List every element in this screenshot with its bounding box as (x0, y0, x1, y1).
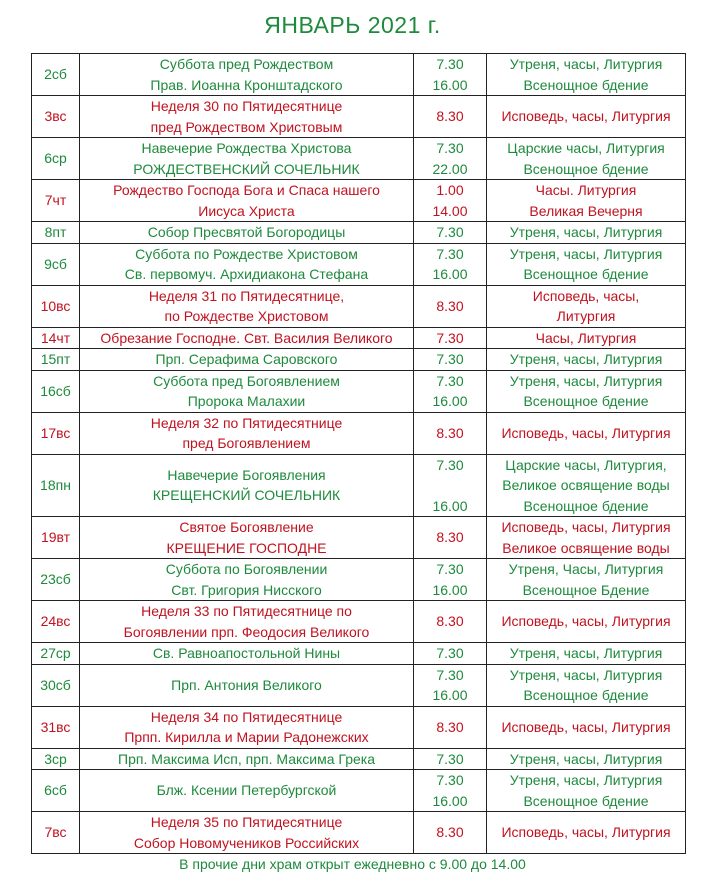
service-cell (487, 370, 686, 412)
service-cell (487, 517, 686, 559)
table-row (32, 748, 686, 770)
time-line: 7.30 (436, 224, 464, 240)
event-name-line: пред Рождеством Христовым (150, 118, 343, 135)
service-line: Утреня, часы, Литургия (509, 772, 663, 788)
time-cell (414, 349, 487, 371)
service-line: Утреня, часы, Литургия (509, 645, 663, 661)
event-name-line: Св. первомуч. Архидиакона Стефана (124, 266, 369, 282)
service-line: Царские часы, Литургия (507, 140, 665, 156)
table-row (32, 812, 686, 854)
time-line: 1.00 (436, 182, 464, 198)
service-cell (487, 54, 686, 96)
time-line: 7.30 (436, 372, 464, 389)
time-line: 16.00 (432, 266, 468, 282)
day-cell: 16сб (32, 370, 80, 412)
service-cell (487, 96, 686, 138)
time-cell (414, 180, 487, 222)
day-cell: 9сб (32, 243, 80, 285)
service-cell (487, 327, 686, 349)
event-name-line: Пророка Малахии (187, 393, 306, 409)
service-cell (487, 812, 686, 854)
event-name-cell (80, 770, 414, 812)
event-name-line: Суббота пред Рождеством (159, 56, 334, 72)
event-name-line: Прп. Максима Исп, прп. Максима Грека (118, 750, 375, 767)
event-name-line: РОЖДЕСТВЕНСКИЙ СОЧЕЛЬНИК (133, 160, 360, 177)
event-name-cell (80, 412, 414, 454)
service-line: Исповедь, часы, Литургия (501, 424, 671, 441)
event-name-line: Рождество Господа Бога и Спаса нашего (113, 182, 380, 198)
event-name-line: Прпп. Кирилла и Марии Радонежских (124, 729, 369, 745)
service-cell (487, 559, 686, 601)
event-name-line: Прав. Иоанна Кронштадского (150, 76, 343, 93)
service-cell (487, 770, 686, 812)
event-name-cell (80, 664, 414, 706)
service-line: Всенощное бдение (523, 687, 649, 703)
event-name-line: Суббота по Рождестве Христовом (135, 245, 358, 262)
service-line: Утреня, часы, Литургия (509, 666, 663, 683)
event-name-line: Иисуса Христа (198, 202, 295, 219)
service-cell (487, 643, 686, 665)
event-name-line: Святое Богоявление (179, 519, 314, 535)
service-line: Утреня, часы, Литургия (509, 750, 663, 767)
time-line: 7.30 (436, 56, 464, 72)
event-name-line: Св. Равноапостольной Нины (152, 645, 341, 661)
event-name-cell (80, 812, 414, 854)
event-name-line: Навечерие Богоявления (167, 466, 326, 483)
event-name-cell (80, 643, 414, 665)
service-line: Всенощное бдение (523, 393, 649, 409)
table-row (32, 454, 686, 517)
event-name-cell (80, 601, 414, 643)
table-row (32, 138, 686, 180)
time-line: 7.30 (436, 351, 464, 367)
time-line: 8.30 (436, 529, 464, 546)
time-cell (414, 222, 487, 244)
service-line: Утреня, часы, Литургия (509, 56, 663, 72)
service-cell (487, 454, 686, 517)
event-name-cell (80, 54, 414, 96)
event-name-cell (80, 559, 414, 601)
time-line: 8.30 (436, 718, 464, 735)
service-cell (487, 285, 686, 327)
event-name-line: по Рождестве Христовом (164, 308, 329, 324)
event-name-line: пред Богоявлением (182, 435, 311, 451)
time-line: 16.00 (432, 393, 468, 409)
service-line: Исповедь, часы, Литургия (501, 824, 671, 841)
service-line: Утреня, часы, Литургия (509, 351, 663, 367)
event-name-cell (80, 243, 414, 285)
time-cell (414, 96, 487, 138)
service-line: Исповедь, часы, (532, 287, 640, 304)
day-cell: 30сб (32, 664, 80, 706)
event-name-cell (80, 180, 414, 222)
time-line: 7.30 (436, 561, 464, 577)
event-name-line: Суббота пред Богоявлением (153, 372, 340, 389)
time-cell (414, 643, 487, 665)
time-line: 16.00 (432, 687, 468, 703)
table-row (32, 327, 686, 349)
event-name-cell (80, 138, 414, 180)
time-cell (414, 601, 487, 643)
event-name-cell (80, 96, 414, 138)
table-row (32, 559, 686, 601)
service-cell (487, 412, 686, 454)
time-line: 7.30 (436, 329, 464, 346)
service-line: Великое освящение воды (502, 477, 670, 493)
service-line: Всенощное бдение (523, 76, 649, 93)
service-cell (487, 138, 686, 180)
day-cell: 10вс (32, 285, 80, 327)
day-cell: 3ср (32, 748, 80, 770)
service-line: Утреня, часы, Литургия (509, 224, 663, 240)
service-cell (487, 748, 686, 770)
event-name-line: Обрезание Господне. Свт. Василия Великого (100, 329, 393, 346)
day-cell: 19вт (32, 517, 80, 559)
event-name-line: Неделя 35 по Пятидесятнице (150, 814, 343, 830)
day-cell: 31вс (32, 706, 80, 748)
time-line: 8.30 (436, 108, 464, 125)
time-line: 16.00 (432, 581, 468, 598)
event-name-cell (80, 517, 414, 559)
service-line: Часы, Литургия (535, 329, 637, 346)
event-name-cell (80, 327, 414, 349)
table-row (32, 370, 686, 412)
service-cell (487, 706, 686, 748)
page-title: ЯНВАРЬ 2021 г. (264, 12, 441, 38)
event-name-line: КРЕЩЕНИЕ ГОСПОДНЕ (166, 539, 327, 556)
service-line: Исповедь, часы, Литургия (501, 613, 671, 630)
table-row (32, 664, 686, 706)
time-line (416, 475, 484, 496)
schedule-table (31, 53, 686, 854)
time-line: 7.30 (436, 772, 464, 788)
service-cell (487, 180, 686, 222)
time-line: 16.00 (432, 76, 468, 93)
service-line: Исповедь, часы, Литургия (501, 718, 671, 735)
time-line: 7.30 (436, 245, 464, 262)
event-name-line: Свт. Григория Нисского (171, 581, 322, 598)
service-line: Всенощное бдение (523, 497, 649, 514)
table-row (32, 285, 686, 327)
table-row (32, 770, 686, 812)
table-row (32, 601, 686, 643)
time-cell (414, 54, 487, 96)
day-cell: 17вс (32, 412, 80, 454)
time-line: 14.00 (432, 202, 468, 219)
day-cell: 7вс (32, 812, 80, 854)
time-cell (414, 706, 487, 748)
table-row (32, 243, 686, 285)
time-line: 7.30 (436, 140, 464, 156)
service-line: Всенощное бдение (523, 792, 649, 809)
day-cell: 3вс (32, 96, 80, 138)
time-cell (414, 243, 487, 285)
event-name-line: Богоявлении прп. Феодосия Великого (123, 623, 370, 640)
day-cell: 6ср (32, 138, 80, 180)
service-line: Всенощное бдение (523, 266, 649, 282)
time-line: 8.30 (436, 424, 464, 441)
time-cell (414, 517, 487, 559)
time-line: 8.30 (436, 297, 464, 314)
event-name-line: Суббота по Богоявлении (165, 561, 328, 577)
time-line: 16.00 (432, 497, 468, 514)
service-line: Утреня, Часы, Литургия (508, 561, 664, 577)
day-cell: 23сб (32, 559, 80, 601)
day-cell: 14чт (32, 327, 80, 349)
table-row (32, 643, 686, 665)
service-line: Всенощное бдение (523, 160, 649, 177)
time-line: 7.30 (436, 750, 464, 767)
service-line: Всенощное Бдение (522, 581, 650, 598)
time-line: 7.30 (436, 666, 464, 683)
time-cell (414, 327, 487, 349)
day-cell: 8пт (32, 222, 80, 244)
table-row (32, 517, 686, 559)
time-cell (414, 138, 487, 180)
day-cell: 7чт (32, 180, 80, 222)
table-row (32, 349, 686, 371)
service-line: Утреня, часы, Литургия (509, 372, 663, 389)
service-line: Часы. Литургия (535, 182, 637, 198)
service-cell (487, 243, 686, 285)
time-line: 8.30 (436, 613, 464, 630)
time-line: 8.30 (436, 824, 464, 841)
time-cell (414, 454, 487, 517)
event-name-line: Неделя 30 по Пятидесятнице (150, 98, 343, 114)
time-line: 16.00 (432, 792, 468, 809)
day-cell: 18пн (32, 454, 80, 517)
event-name-line: Прп. Серафима Саровского (155, 351, 338, 367)
time-line: 22.00 (432, 160, 468, 177)
day-cell: 15пт (32, 349, 80, 371)
event-name-cell (80, 454, 414, 517)
event-name-line: Собор Пресвятой Богородицы (147, 224, 346, 240)
day-cell: 24вс (32, 601, 80, 643)
event-name-line: Блж. Ксении Петербургской (156, 782, 337, 799)
service-line: Царские часы, Литургия, (505, 456, 667, 473)
event-name-line: Навечерие Рождества Христова (141, 140, 352, 156)
table-row (32, 222, 686, 244)
event-name-cell (80, 706, 414, 748)
time-cell (414, 412, 487, 454)
time-cell (414, 748, 487, 770)
service-line: Исповедь, часы, Литургия (501, 108, 671, 125)
event-name-cell (80, 370, 414, 412)
event-name-cell (80, 285, 414, 327)
table-row (32, 706, 686, 748)
event-name-line: Прп. Антония Великого (171, 676, 322, 693)
time-cell (414, 664, 487, 706)
service-cell (487, 222, 686, 244)
time-cell (414, 285, 487, 327)
footer-note: В прочие дни храм открыт ежедневно с 9.00 до 14.00 (179, 856, 526, 872)
time-cell (414, 770, 487, 812)
event-name-line: Неделя 31 по Пятидесятнице, (148, 287, 345, 304)
event-name-line: Собор Новомучеников Российских (133, 834, 360, 851)
service-line: Литургия (556, 308, 616, 324)
time-cell (414, 370, 487, 412)
time-cell (414, 812, 487, 854)
day-cell: 6сб (32, 770, 80, 812)
service-cell (487, 664, 686, 706)
table-row (32, 54, 686, 96)
event-name-cell (80, 349, 414, 371)
table-row (32, 412, 686, 454)
time-line: 7.30 (436, 456, 464, 473)
event-name-line: Неделя 34 по Пятидесятнице (150, 708, 343, 725)
service-cell (487, 349, 686, 371)
service-line: Великая Вечерня (529, 202, 643, 219)
event-name-cell (80, 222, 414, 244)
time-cell (414, 559, 487, 601)
event-name-cell (80, 748, 414, 770)
service-line: Утреня, часы, Литургия (509, 245, 663, 262)
event-name-line: Неделя 32 по Пятидесятнице (150, 414, 343, 431)
day-cell: 2сб (32, 54, 80, 96)
service-line: Исповедь, часы, Литургия (501, 519, 671, 535)
event-name-line: Неделя 33 по Пятидесятнице по (141, 603, 352, 619)
day-cell: 27ср (32, 643, 80, 665)
time-line: 7.30 (436, 645, 464, 661)
table-row (32, 96, 686, 138)
event-name-line: КРЕЩЕНСКИЙ СОЧЕЛЬНИК (152, 487, 341, 504)
table-row (32, 180, 686, 222)
service-line: Великое освящение воды (502, 539, 670, 556)
service-cell (487, 601, 686, 643)
